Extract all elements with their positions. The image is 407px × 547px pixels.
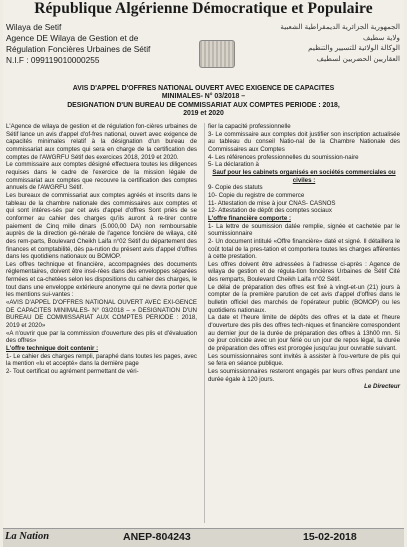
header-right-line: الجمهورية الجزائرية الديمقراطية الشعبية [280,22,400,31]
list-item: 12- Attestation de dépôt des comptes sociaux [208,207,332,215]
header-left-block [6,22,202,66]
footer-bar [3,528,404,547]
notice-title-line: DESIGNATION D'UN BUREAU DE COMMISSARIAT AUX COMPTES PERIODE : 2018, [67,101,340,109]
list-item: 2- Tout certificat ou agrément permettant de véri- [6,368,139,375]
list-item: 5- La déclaration à [208,161,259,169]
header-right-line: الوكالة الولائية للتسيير والتنظيم [308,43,400,52]
republic-title: République Algérienne Démocratique et Populaire [34,0,373,17]
header-right-block [280,22,400,64]
list-item: 10- Copie du registre de commerce [208,191,305,199]
header-right-line: ولاية سطيف [363,32,400,42]
header-left-line: Régulation Foncières Urbaines de Sétif [6,44,151,54]
list-item: 4- Les références professionnelles du soumission-naire [208,153,359,161]
paragraph: Les soumissionnaires sont invités à assister à l'ou-verture de plis qui se fera en séance publique. [208,352,400,368]
paragraph: «A n'ouvrir que par la commission d'ouverture des plis et d'évaluation des offres» [6,329,197,345]
left-column [6,123,197,376]
paragraph: Les bureaux de commissariat aux comptes agréés et inscrits dans le tableau de la chambre nationale des commissaires aux comptes et qui sont intéres-sés par cet avis d'appel d'offres Sont priés de se conformer au cahier des charges qu'ils auront à re-tirer contre paiement de Cinq mille dinars (5.000,00 DA) non remboursable auprès de la direction gé-nérale de l'agence foncière de wilaya, cité des rem-parts, Boulevard Cheikh Laifa n°02 Sétif du département des finances et comptabilité, dès pa-rution du présent avis d'appel d'offres dans les quotidiens nationaux ou BOMOP. [6,191,197,261]
paragraph: Les offres doivent être adressées à l'adresse ci-après : Agence de wilaya de gestion et de régula-tion foncières Urbaines de Sétif Cité des remparts, Boulevard Cheikh Laifa n°02 Sétif. [208,260,400,284]
notice-title [9,85,398,119]
notice-title-line: AVIS D'APPEL D'OFFRES NATIONAL OUVERT AVEC EXIGENCE DE CAPACITES [72,85,335,92]
column-divider [204,123,205,523]
header-left-line: N.I.F : 099119010000255 [6,55,100,65]
paragraph: Les offres technique et financière, accompagnées des documents réglementaires, doivent être insé-rées dans des enveloppes séparées fermées et ca-chetées selon les dispositions du cahier des charges, le tout dans une enveloppe extérieure anonyme qui ne devra porter que les mentions sui-vantes : [6,260,197,299]
paragraph: Le commissaire aux comptes désigné effectuera toutes les diligences requises dans le cadre de l'exercice de la mission légale de commissariat aux comptes que recouvre la certification des comptes annuels de l'AWGRFU Sétif. [6,161,197,192]
header-left-line: Wilaya de Setif [6,22,62,32]
paragraph: Les soumissionnaires resteront engagés par leurs offres pendant une durée égale à 120 jours. [208,368,400,383]
list-item: 2- Un document intitulé «Offre financière» daté et signé. Il détaillera le coût total de la pres-tation et comportera toutes les charges afférentes à cette prestation. [208,237,400,261]
section-heading: Sauf pour les cabinets organisés en sociétés commerciales ou civiles : [212,168,396,184]
paragraph: La date et l'heure limite de dépôts des offres et la date et l'heure d'ouverture des plis des offres tech-niques et financière correspondent au dernier jour de la durée de préparation des offres à 13h00 mn. Si ce jour coïncide avec un jour férié ou un jour de repos légal, la durée de préparation des offres est prorogée jusqu'au jour ouvrable suivant. [208,314,400,353]
paragraph: Le délai de préparation des offres est fixé à vingt-et-un (21) jours à compter de la première parution de cet avis d'appel d'offres dans le bulletin officiel des marchés de l'opérateur public (BOMOP) ou les quotidiens nationaux. [208,283,400,314]
paragraph: L'Agence de wilaya de gestion et de régulation fon-cières urbaines de Sétif lance un avis d'appel d'of-fres national, ouvert avec exigence de capacités minimales relatif à la désignation d'un bureau de commissariat aux comptes qui sera en charge de la certification des comptes de l'AWGRFU Sétif des exercices 2018, 2019 et 2020. [6,123,197,161]
header-right-line: العقاريين الحضريين لسطيف [316,53,400,63]
signature: Le Directeur [364,383,400,391]
paragraph: «AVIS D'APPEL D'OFFRES NATIONAL OUVERT AVEC EXI-GENCE DE CAPACITES MINIMALES- N° 03/2018 – » DESIGNATION D'UN BUREAU DE COMMISSARIAT AUX COMPTES PERIODE : 2018, 2019 et 2020» [6,299,197,330]
agency-logo-icon [199,40,235,68]
list-item: 1- La lettre de soumission datée remplie, signée et cachetée par le soumissionnaire [208,222,400,238]
section-heading: L'offre financière comporte : [208,214,292,222]
header-left-line: Agence DE Wilaya de Gestion et de [6,33,139,43]
list-item: 1- Le cahier des charges rempli, paraphé dans toutes les pages, avec la mention «lu et accepté» dans la dernière page [6,352,197,368]
notice-title-line: MINIMALES- N° 03/2018 – [161,93,246,101]
list-item: 3- Le commissaire aux comptes doit justifier son inscription actualisée au tableau du conseil Natio-nal de la Chambre Nationale des Commissaires aux Comptes [208,130,400,153]
list-item: 11- Attestation de mise à jour CNAS- CASNOS [208,199,336,207]
notice-title-line: 2019 et 2020 [183,110,224,118]
section-heading: L'offre technique doit contenir : [6,345,99,353]
newspaper-page [3,0,404,546]
publication-name: La Nation [5,531,50,542]
list-item: 9- Copie des statuts [208,184,263,192]
list-item: fier la capacité professionnelle [208,123,291,130]
header-banner [3,0,404,20]
right-column [208,123,400,391]
publication-date: 15-02-2018 [303,531,357,543]
anep-reference: ANEP-804243 [123,531,191,543]
